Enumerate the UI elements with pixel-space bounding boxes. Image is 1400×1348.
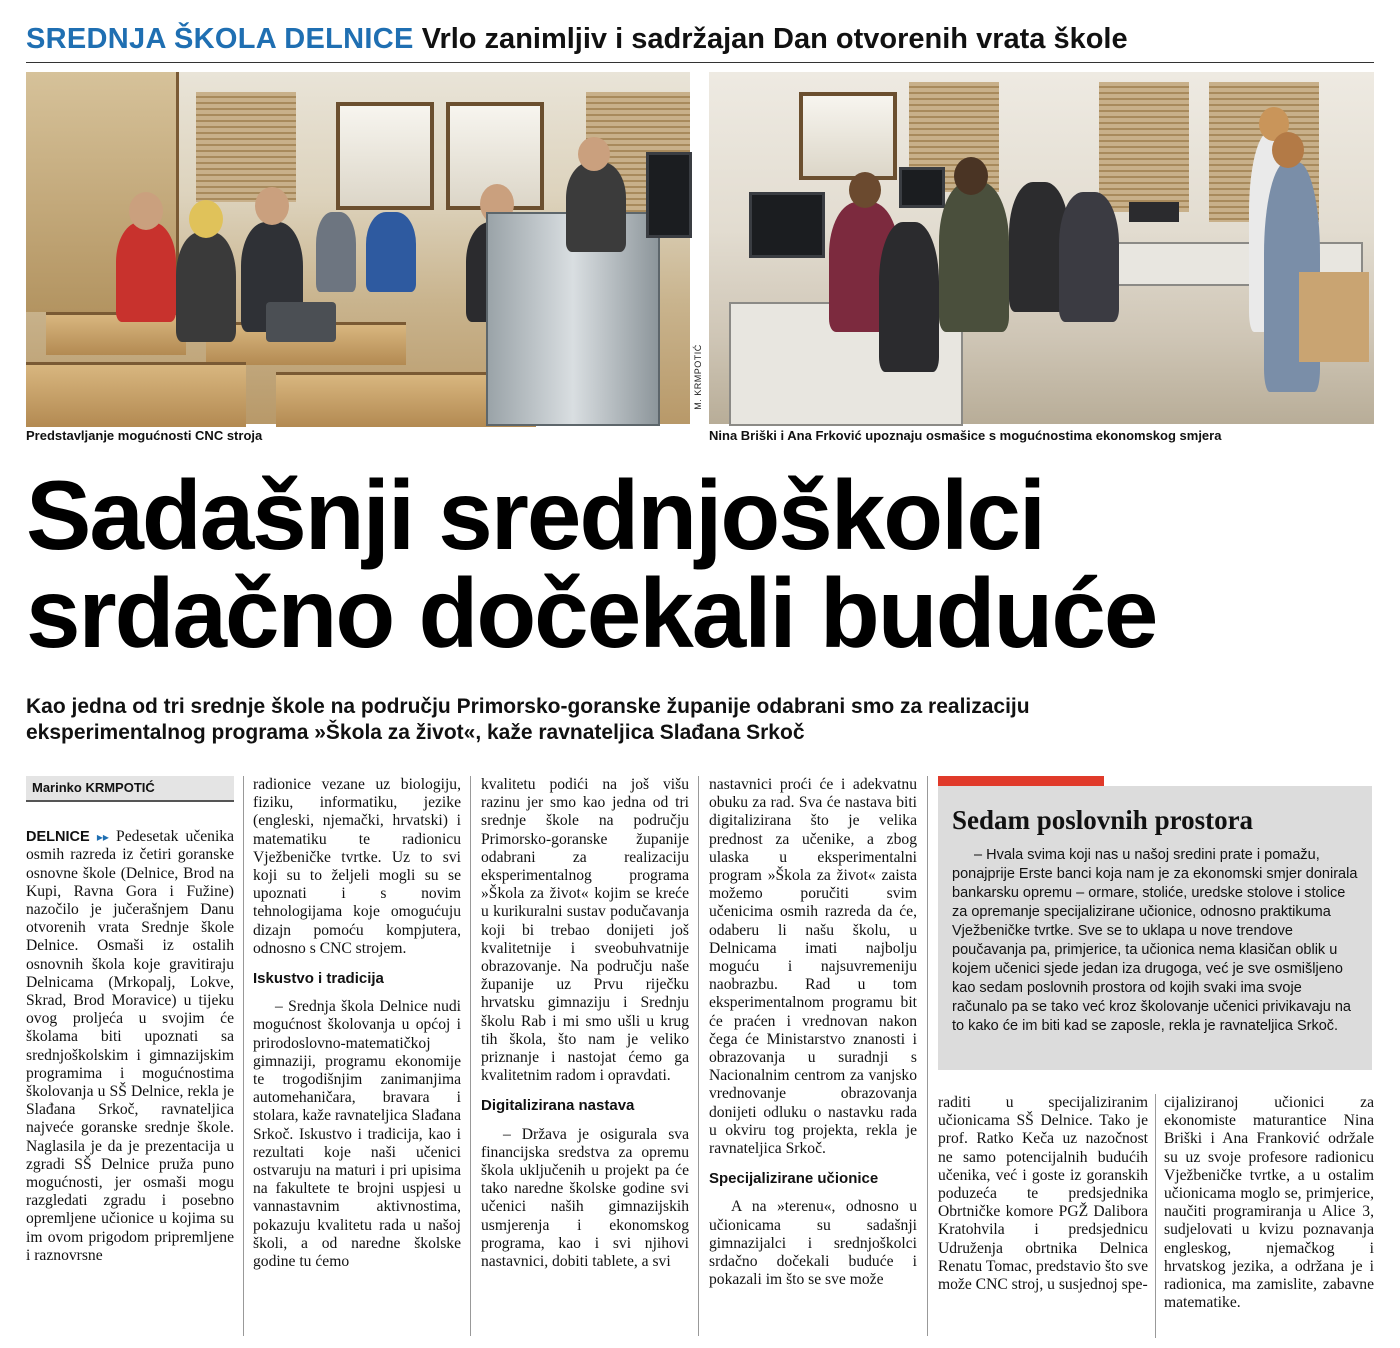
headline-line-1: Sadašnji srednjoškolci [26, 460, 1045, 570]
student [366, 212, 416, 292]
article-column-4 [709, 776, 917, 1336]
student-head [189, 200, 223, 238]
monitor [749, 192, 825, 258]
photo-economics-classroom [709, 72, 1374, 424]
article-column-6 [1164, 1094, 1374, 1338]
column-divider [243, 776, 244, 1336]
deck-line-1: Kao jedna od tri srednje škole na području Primorsko-goranske županije odabrani smo za realizaciju [26, 695, 1030, 718]
deck [26, 694, 1374, 746]
headline [26, 460, 1386, 668]
article-paragraph [26, 828, 234, 1265]
student-head [129, 192, 163, 230]
article-column-3 [481, 776, 689, 1336]
projector [266, 302, 336, 342]
student [176, 232, 236, 342]
teacher-head [255, 187, 289, 225]
article-paragraph: nastavnici proći će i adekvatnu obuku za rad. Sva će nastava biti digitalizirana što je velika prednost za učenike, a zbog ulaska u eksperimentalni program »Škola za život« zaista možemo poručiti svim učenicima osmih razreda da će, odaberu li našu školu, u Delnicama imati najbolju moguću i najsuvremeniju naobrazbu. Rad u tom eksperimentalnom programu bit će praćen i vrednovan nakon čega će Ministarstvo znanosti i obrazovanja u suradnji s Nacionalnim centrom za vanjsko vrednovanje obrazovanja donijeti odluku o nastavku rada u okviru tog projekta, rekla je ravnateljica Srkoč. [709, 776, 917, 1158]
office-chair [879, 222, 939, 372]
kicker-line [26, 20, 1374, 58]
deck-line-2: eksperimentalnog programa »Škola za život«, kaže ravnateljica Slađana Srkoč [26, 721, 805, 744]
headline-line-2: srdačno dočekali buduće [26, 558, 1157, 668]
monitor [646, 152, 692, 238]
column-divider [1155, 1094, 1156, 1338]
window-blind [196, 92, 296, 202]
desk [26, 362, 246, 427]
kicker-text: Vrlo zanimljiv i sadržajan Dan otvorenih vrata škole [421, 23, 1128, 55]
article-column-5 [938, 1094, 1148, 1338]
caption-right: Nina Briški i Ana Frković upoznaju osmašice s mogućnostima ekonomskog smjera [709, 428, 1222, 443]
column-divider [698, 776, 699, 1336]
subheading-specijalizirane: Specijalizirane učionice [709, 1170, 879, 1188]
sidebar-text: – Hvala svima koji nas u našoj sredini prate i pomažu, ponajprije Erste banci koja nam je za ekonomski smjer donirala bankarsku opremu – ormare, stoliće, uredske stolove i stolice za opremanje specijalizirane učionice, odnosno praktikuma Vježbeničke tvrtke. Sve se to uklapa u nove trendove poučavanja pa, primjerice, ta učionica nema klasičan oblik u kojem učenici sjede jedan iza drugoga, već je sve osmišljeno kao sedam poslovnih prostora od kojih svaki ima svoje računalo pa se tako već kroz školovanje učenici privikavaju na to kako će im biti kad se zaposle, rekla je ravnateljica Srkoč. [952, 847, 1358, 1034]
article-paragraph: – Država je osigurala sva financijska sredstva za opremu škola uključenih u projekt pa će tako naredne školske godine svi učenici naših gimnazijskih usmjerenja i ekonomskog programa, kao i svi njihovi nastavnici, dobiti tablete, a svi [481, 1125, 689, 1271]
presenter-head [578, 137, 610, 171]
article-text: Pedesetak učenika osmih razreda iz četiri goranske osnovne škole (Delnice, Brod na Kupi, Ravna Gora i Fužine) nazočilo je jučerašnjem Danu otvorenih vrata Srednje škole Delnice. Osmaši iz ostalih osnovnih škola koje gravitiraju Delnicama (Mrkopalj, Lokve, Skrad, Brod Moravice) u tijeku ovog proljeća u svojim će školama biti upoznati sa srednjoškolskim i gimnazijskim programima i mogućnostima školovanja u SŠ Delnice, rekla je Slađana Srkoč, ravnateljica najveće goranske srednje škole. Naglasila je da je prezentacija u zgradi SŠ Delnice pruža puno mogućnosti, jer osmaši mogu razgledati zgradu i posebno opremljene učionice u kojima su im ovom prigodom pripremljene i raznovrsne [26, 828, 234, 1264]
presenter [566, 162, 626, 252]
student [939, 182, 1009, 332]
caption-left: Predstavljanje mogućnosti CNC stroja [26, 428, 263, 443]
student-head [954, 157, 988, 195]
sidebar-title: Sedam poslovnih prostora [952, 805, 1254, 835]
article-paragraph: kvalitetu podići na još višu razinu jer smo kao jedna od tri srednje škole na području Primorsko-goranske županije odabrani za realizaciju eksperimentalnog programa »Škola za život« kojim se kreće u kurikuralni sustav podučavanja koji bi trebao donijeti još kvalitetnije i sveobuhvatnije obrazovanje. Na području naše županije uz Prvu riječku hrvatsku gimnaziju i Srednju školu Rab i mi smo ušli u krug tih škola, što nam je veliko priznanje i nastojat ćemo ga kvalitetnim radom i opravdati. [481, 776, 689, 1085]
sidebar-box [938, 786, 1372, 1070]
window [336, 102, 434, 210]
student [116, 222, 176, 322]
article-paragraph: raditi u specijaliziranim učionicama SŠ Delnice. Tako je prof. Ratko Keča uz nazočnost ne samo potencijalnih budućih učenika, već i goste iz goranskih poduzeća te predsjednika Obrtničke komore PGŽ Dalibora Kratohvila i predsjednicu Udruženja obrtnika Delnica Renatu Tomac, predstavio što sve može CNC stroj, u susjednoj spe- [938, 1094, 1148, 1294]
photo-credit: M. KRMPOTIĆ [692, 344, 703, 410]
article-paragraph: cijaliziranoj učionici za ekonomiste maturantice Nina Briški i Ana Franković održale su uz svoje profesore radionicu Vježbeničke tvrtke, a u ostalim učionicama moglo se, primjerice, naučiti programiranja u Alice 3, sudjelovati u kvizu poznavanja engleskog, njemačkog i hrvatskog jezika, a održana je i radionica, ma zamislite, zabavne matematike. [1164, 1094, 1374, 1312]
top-rule [26, 62, 1374, 63]
drawer-cabinet [1299, 272, 1369, 362]
column-divider [470, 776, 471, 1336]
subheading-iskustvo: Iskustvo i tradicija [253, 970, 384, 988]
article-column-2 [253, 776, 461, 1336]
student [1059, 192, 1119, 322]
column-divider [927, 776, 928, 1336]
printer [1129, 202, 1179, 222]
article-column-1 [26, 776, 234, 1336]
photo-cnc-classroom [26, 72, 703, 424]
student [316, 212, 356, 292]
monitor [899, 167, 945, 208]
dateline: DELNICE [26, 829, 90, 846]
article-paragraph: – Srednja škola Delnice nudi mogućnost školovanja u općoj i prirodoslovno-matematičkoj gimnaziji, programu ekonomije te trogodišnjim zanimanjima automehaničara, bravara i stolara, kaže ravnateljica Slađana Srkoč. Iskustvo i tradicija, kao i rezultati koje naši učenici ostvaruju na maturi i pri upisima na fakultete te brojni uspjesi u vannastavnim aktivnostima, pokazuju kvalitetu rada u našoj školi, a od naredne školske godine tu ćemo [253, 998, 461, 1271]
sidebar-accent-bar [938, 776, 1104, 786]
double-arrow-icon: ▸▸ [96, 830, 109, 845]
article-paragraph: A na »terenu«, odnosno u učionicama su sadašnji gimnazijalci i srednjoškolci srdačno dočekali buduće i pokazali im što se sve može [709, 1198, 917, 1289]
byline: Marinko KRMPOTIĆ [26, 776, 234, 802]
student-head [849, 172, 881, 208]
presenter-head [1272, 132, 1304, 168]
subheading-digitalizirana: Digitalizirana nastava [481, 1097, 635, 1115]
article-paragraph: radionice vezane uz biologiju, fiziku, informatiku, jezike (engleski, njemački, hrvatski) i matematiku te radionicu Vježbeničke tvrtke. Uz to svi koji su to željeli mogli su se upoznati i s novim tehnologijama koje omogućuju dizajn pomoću kompjutera, odnosno s CNC strojem. [253, 776, 461, 957]
window-blind [1099, 82, 1189, 212]
window [799, 92, 897, 180]
section-label: SREDNJA ŠKOLA DELNICE [26, 23, 414, 55]
